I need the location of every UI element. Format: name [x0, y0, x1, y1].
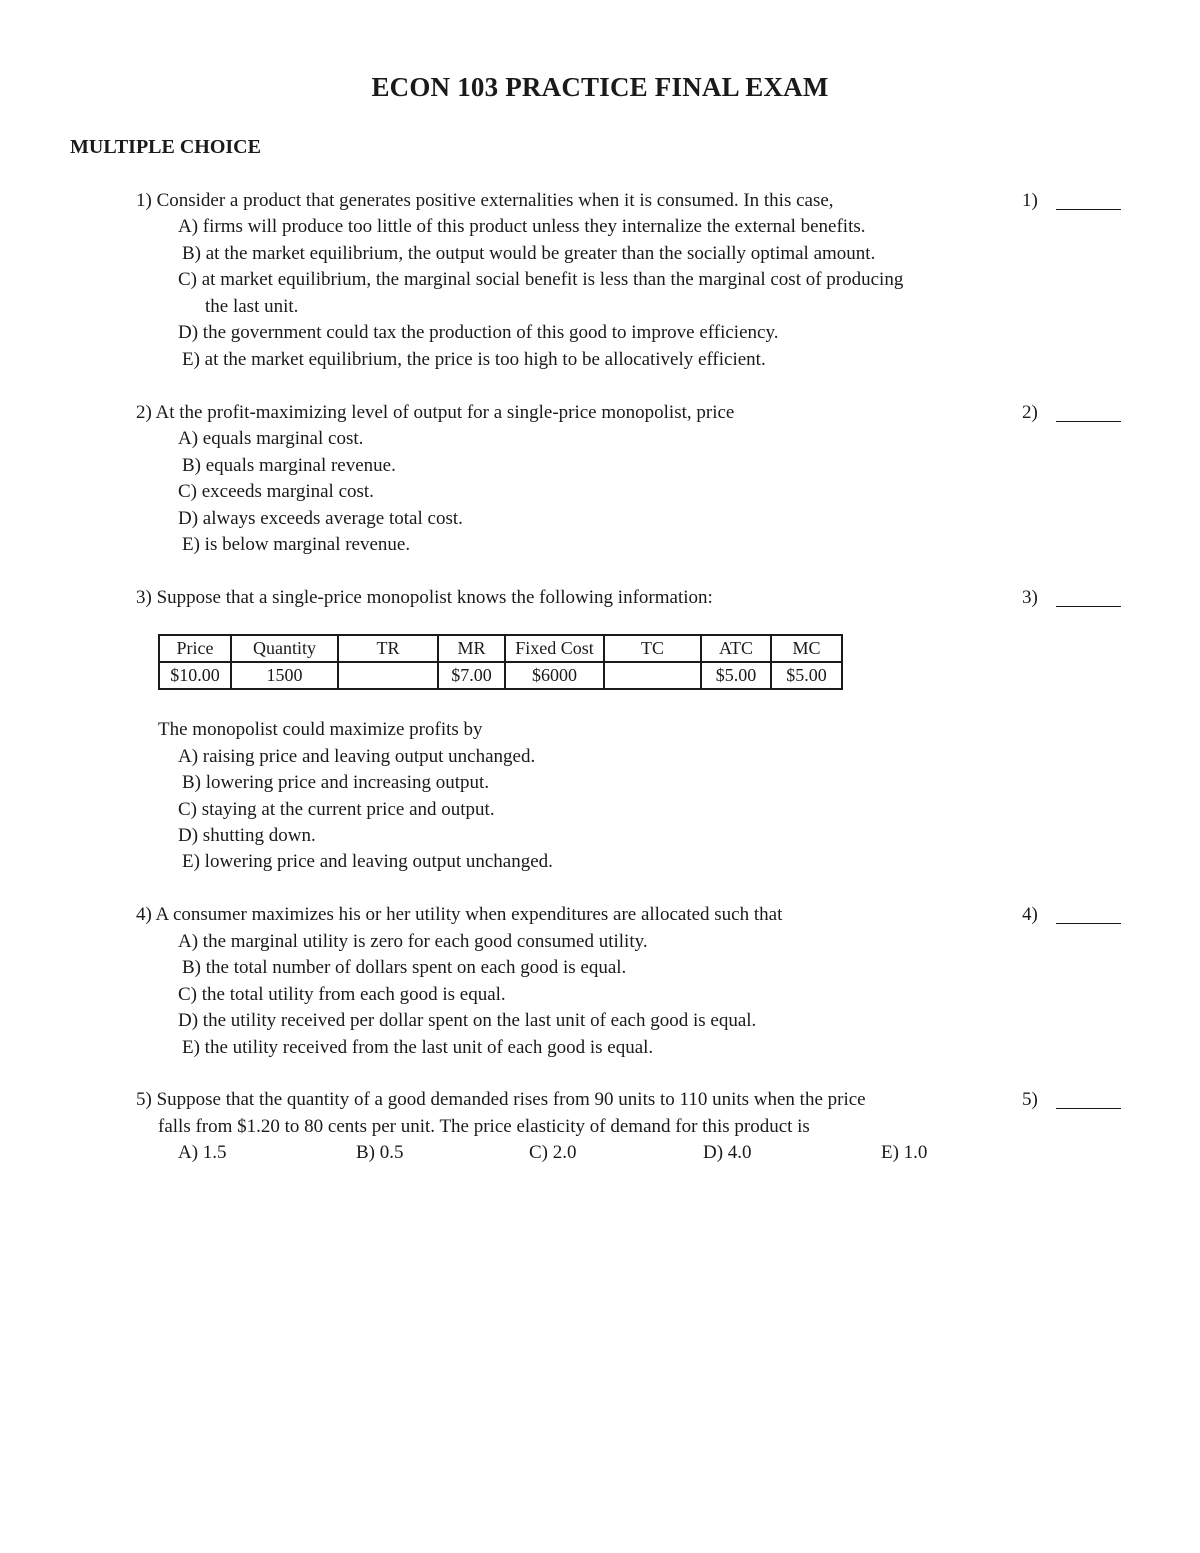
answer-blank-3[interactable]	[1056, 606, 1121, 607]
question-2-option-b: B) equals marginal revenue.	[182, 455, 396, 476]
table-header-fixed-cost: Fixed Cost	[505, 635, 604, 662]
question-1-option-b: B) at the market equilibrium, the output would be greater than the socially optimal amount.	[182, 243, 876, 264]
answer-number-5: 5)	[1022, 1089, 1038, 1110]
table-header-price: Price	[159, 635, 231, 662]
question-3-stem: 3) Suppose that a single-price monopolist knows the following information:	[136, 587, 713, 608]
table-cell-price: $10.00	[159, 662, 231, 689]
answer-number-2: 2)	[1022, 402, 1038, 423]
table-cell-atc: $5.00	[701, 662, 771, 689]
question-3-option-b: B) lowering price and increasing output.	[182, 772, 490, 793]
question-1-option-c: C) at market equilibrium, the marginal social benefit is less than the marginal cost of producing	[178, 269, 904, 290]
answer-number-1: 1)	[1022, 190, 1038, 211]
question-4-option-a: A) the marginal utility is zero for each good consumed utility.	[178, 931, 648, 952]
question-5-option-a: A) 1.5	[178, 1142, 227, 1163]
question-4-option-d: D) the utility received per dollar spent on the last unit of each good is equal.	[178, 1010, 757, 1031]
table-cell-fixed-cost: $6000	[505, 662, 604, 689]
answer-blank-5[interactable]	[1056, 1108, 1121, 1109]
table-header-tr: TR	[338, 635, 438, 662]
question-4-option-e: E) the utility received from the last unit of each good is equal.	[182, 1037, 654, 1058]
table-header-mr: MR	[438, 635, 505, 662]
question-2-option-a: A) equals marginal cost.	[178, 428, 364, 449]
answer-blank-4[interactable]	[1056, 923, 1121, 924]
question-4-option-c: C) the total utility from each good is equal.	[178, 984, 506, 1005]
table-row	[159, 662, 842, 689]
answer-blank-1[interactable]	[1056, 209, 1121, 210]
table-header-atc: ATC	[701, 635, 771, 662]
question-5-option-e: E) 1.0	[881, 1142, 928, 1163]
question-3-option-d: D) shutting down.	[178, 825, 316, 846]
table-header-tc: TC	[604, 635, 701, 662]
question-3-option-c: C) staying at the current price and output.	[178, 799, 495, 820]
table-header-mc: MC	[771, 635, 842, 662]
question-2-option-c: C) exceeds marginal cost.	[178, 481, 374, 502]
question-1-option-d: D) the government could tax the production of this good to improve efficiency.	[178, 322, 779, 343]
question-5-stem-cont: falls from $1.20 to 80 cents per unit. The price elasticity of demand for this product is	[158, 1116, 810, 1137]
question-2-option-e: E) is below marginal revenue.	[182, 534, 411, 555]
table-cell-mr: $7.00	[438, 662, 505, 689]
question-2-stem: 2) At the profit-maximizing level of output for a single-price monopolist, price	[136, 402, 735, 423]
table-cell-tr	[338, 662, 438, 689]
table-cell-mc: $5.00	[771, 662, 842, 689]
question-3-option-a: A) raising price and leaving output unchanged.	[178, 746, 536, 767]
table-header-row	[159, 635, 842, 662]
question-4-stem: 4) A consumer maximizes his or her utility when expenditures are allocated such that	[136, 904, 783, 925]
question-5-option-c: C) 2.0	[529, 1142, 577, 1163]
section-heading: MULTIPLE CHOICE	[70, 136, 261, 158]
question-4-option-b: B) the total number of dollars spent on each good is equal.	[182, 957, 627, 978]
page-title: ECON 103 PRACTICE FINAL EXAM	[371, 72, 829, 102]
question-3-followup: The monopolist could maximize profits by	[158, 719, 483, 740]
table-cell-quantity: 1500	[231, 662, 338, 689]
question-5-option-b: B) 0.5	[356, 1142, 404, 1163]
answer-number-3: 3)	[1022, 587, 1038, 608]
monopolist-data-table	[158, 634, 843, 690]
question-3-option-e: E) lowering price and leaving output unchanged.	[182, 851, 553, 872]
question-1-option-a: A) firms will produce too little of this product unless they internalize the external benefits.	[178, 216, 866, 237]
table-cell-tc	[604, 662, 701, 689]
question-1-option-e: E) at the market equilibrium, the price is too high to be allocatively efficient.	[182, 349, 766, 370]
question-1-option-c-cont: the last unit.	[205, 296, 299, 317]
question-5-option-d: D) 4.0	[703, 1142, 752, 1163]
question-2-option-d: D) always exceeds average total cost.	[178, 508, 463, 529]
answer-number-4: 4)	[1022, 904, 1038, 925]
answer-blank-2[interactable]	[1056, 421, 1121, 422]
question-5-stem: 5) Suppose that the quantity of a good demanded rises from 90 units to 110 units when the price	[136, 1089, 866, 1110]
question-1-stem: 1) Consider a product that generates positive externalities when it is consumed. In this case,	[136, 190, 834, 211]
table-header-quantity: Quantity	[231, 635, 338, 662]
